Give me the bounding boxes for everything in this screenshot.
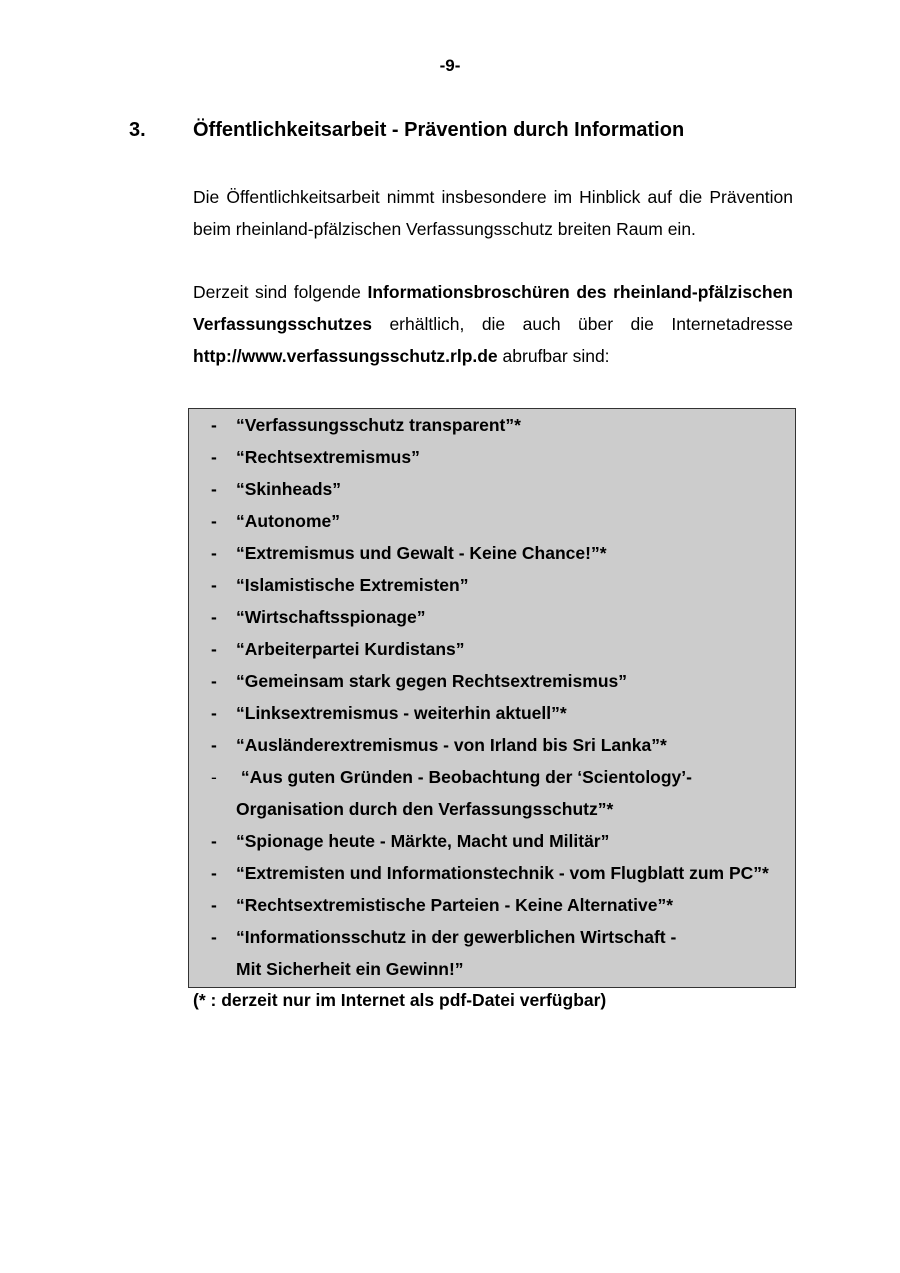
list-dash: -	[211, 447, 217, 467]
brochure-title-line: “Gemeinsam stark gegen Rechtsextremismus”	[236, 671, 627, 691]
list-dash: -	[211, 543, 217, 563]
brochure-item	[189, 729, 795, 761]
list-dash: -	[211, 863, 217, 883]
brochure-title-line: “Wirtschaftsspionage”	[236, 607, 426, 627]
brochure-title-line: “Rechtsextremismus”	[236, 447, 420, 467]
intro-paragraph: Die Öffentlichkeitsarbeit nimmt insbesondere im Hinblick auf die Prävention beim rheinland-pfälzischen Verfassungsschutz breiten Raum ein.	[193, 187, 793, 239]
brochure-item	[189, 921, 795, 985]
brochure-title-line: “Extremisten und Informationstechnik - vom Flugblatt zum PC”*	[236, 863, 769, 883]
list-dash: -	[211, 479, 217, 499]
section-number: 3.	[129, 119, 146, 141]
brochure-title-line: “Extremismus und Gewalt - Keine Chance!”*	[236, 543, 607, 563]
list-dash: -	[211, 415, 217, 435]
brochure-item	[189, 441, 795, 473]
brochure-item	[189, 825, 795, 857]
brochure-item	[189, 697, 795, 729]
list-dash: -	[211, 895, 217, 915]
list-dash: -	[211, 703, 217, 723]
paragraph-text-middle: erhältlich, die auch über die Internetadresse	[371, 314, 793, 334]
list-dash: -	[211, 511, 217, 531]
list-dash: -	[211, 671, 217, 691]
page-number: -9-	[439, 56, 461, 75]
brochure-item	[189, 569, 795, 601]
brochure-title-line: “Spionage heute - Märkte, Macht und Militär”	[236, 831, 610, 851]
brochure-item	[189, 665, 795, 697]
brochure-list	[189, 409, 795, 985]
brochure-title-line: “Skinheads”	[236, 479, 342, 499]
brochure-title-line: “Autonome”	[236, 511, 341, 531]
brochure-item	[189, 505, 795, 537]
brochure-title-line: Mit Sicherheit ein Gewinn!”	[236, 959, 464, 979]
paragraph-text-before: Derzeit sind folgende	[193, 282, 368, 302]
brochure-item	[189, 409, 795, 441]
brochure-title-line: “Aus guten Gründen - Beobachtung der ‘Scientology’-	[236, 767, 692, 787]
brochure-item	[189, 761, 795, 825]
brochure-item	[189, 537, 795, 569]
brochure-title-line: “Ausländerextremismus - von Irland bis Sri Lanka”*	[236, 735, 667, 755]
website-url: http://www.verfassungsschutz.rlp.de	[193, 346, 498, 366]
brochure-title-line: “Linksextremismus - weiterhin aktuell”*	[236, 703, 567, 723]
brochure-title-line: “Rechtsextremistische Parteien - Keine Alternative”*	[236, 895, 674, 915]
brochure-title-line: Organisation durch den Verfassungsschutz”*	[236, 799, 614, 819]
footnote: (* : derzeit nur im Internet als pdf-Datei verfügbar)	[193, 990, 607, 1010]
brochure-item	[189, 889, 795, 921]
brochure-item	[189, 601, 795, 633]
brochure-item	[189, 473, 795, 505]
brochure-title-line: “Informationsschutz in der gewerblichen Wirtschaft -	[236, 927, 677, 947]
list-dash: -	[211, 575, 217, 595]
section-title: Öffentlichkeitsarbeit - Prävention durch Information	[193, 119, 685, 141]
brochure-paragraph	[193, 276, 793, 372]
paragraph-text-after: abrufbar sind:	[497, 346, 610, 366]
paragraph-bold-phrase: Informationsbroschüren des rheinland-pfälzischen Verfassungsschutzes	[193, 282, 793, 334]
brochure-title-line: “Arbeiterpartei Kurdistans”	[236, 639, 465, 659]
list-dash: -	[211, 927, 217, 947]
list-dash: -	[211, 735, 217, 755]
brochure-title-line: “Verfassungsschutz transparent”*	[236, 415, 521, 435]
list-dash: -	[211, 639, 217, 659]
brochure-item	[189, 633, 795, 665]
list-dash: -	[211, 607, 217, 627]
brochure-box	[188, 408, 796, 988]
list-dash: -	[211, 831, 217, 851]
brochure-item	[189, 857, 795, 889]
list-dash: -	[211, 767, 217, 787]
brochure-title-line: “Islamistische Extremisten”	[236, 575, 469, 595]
